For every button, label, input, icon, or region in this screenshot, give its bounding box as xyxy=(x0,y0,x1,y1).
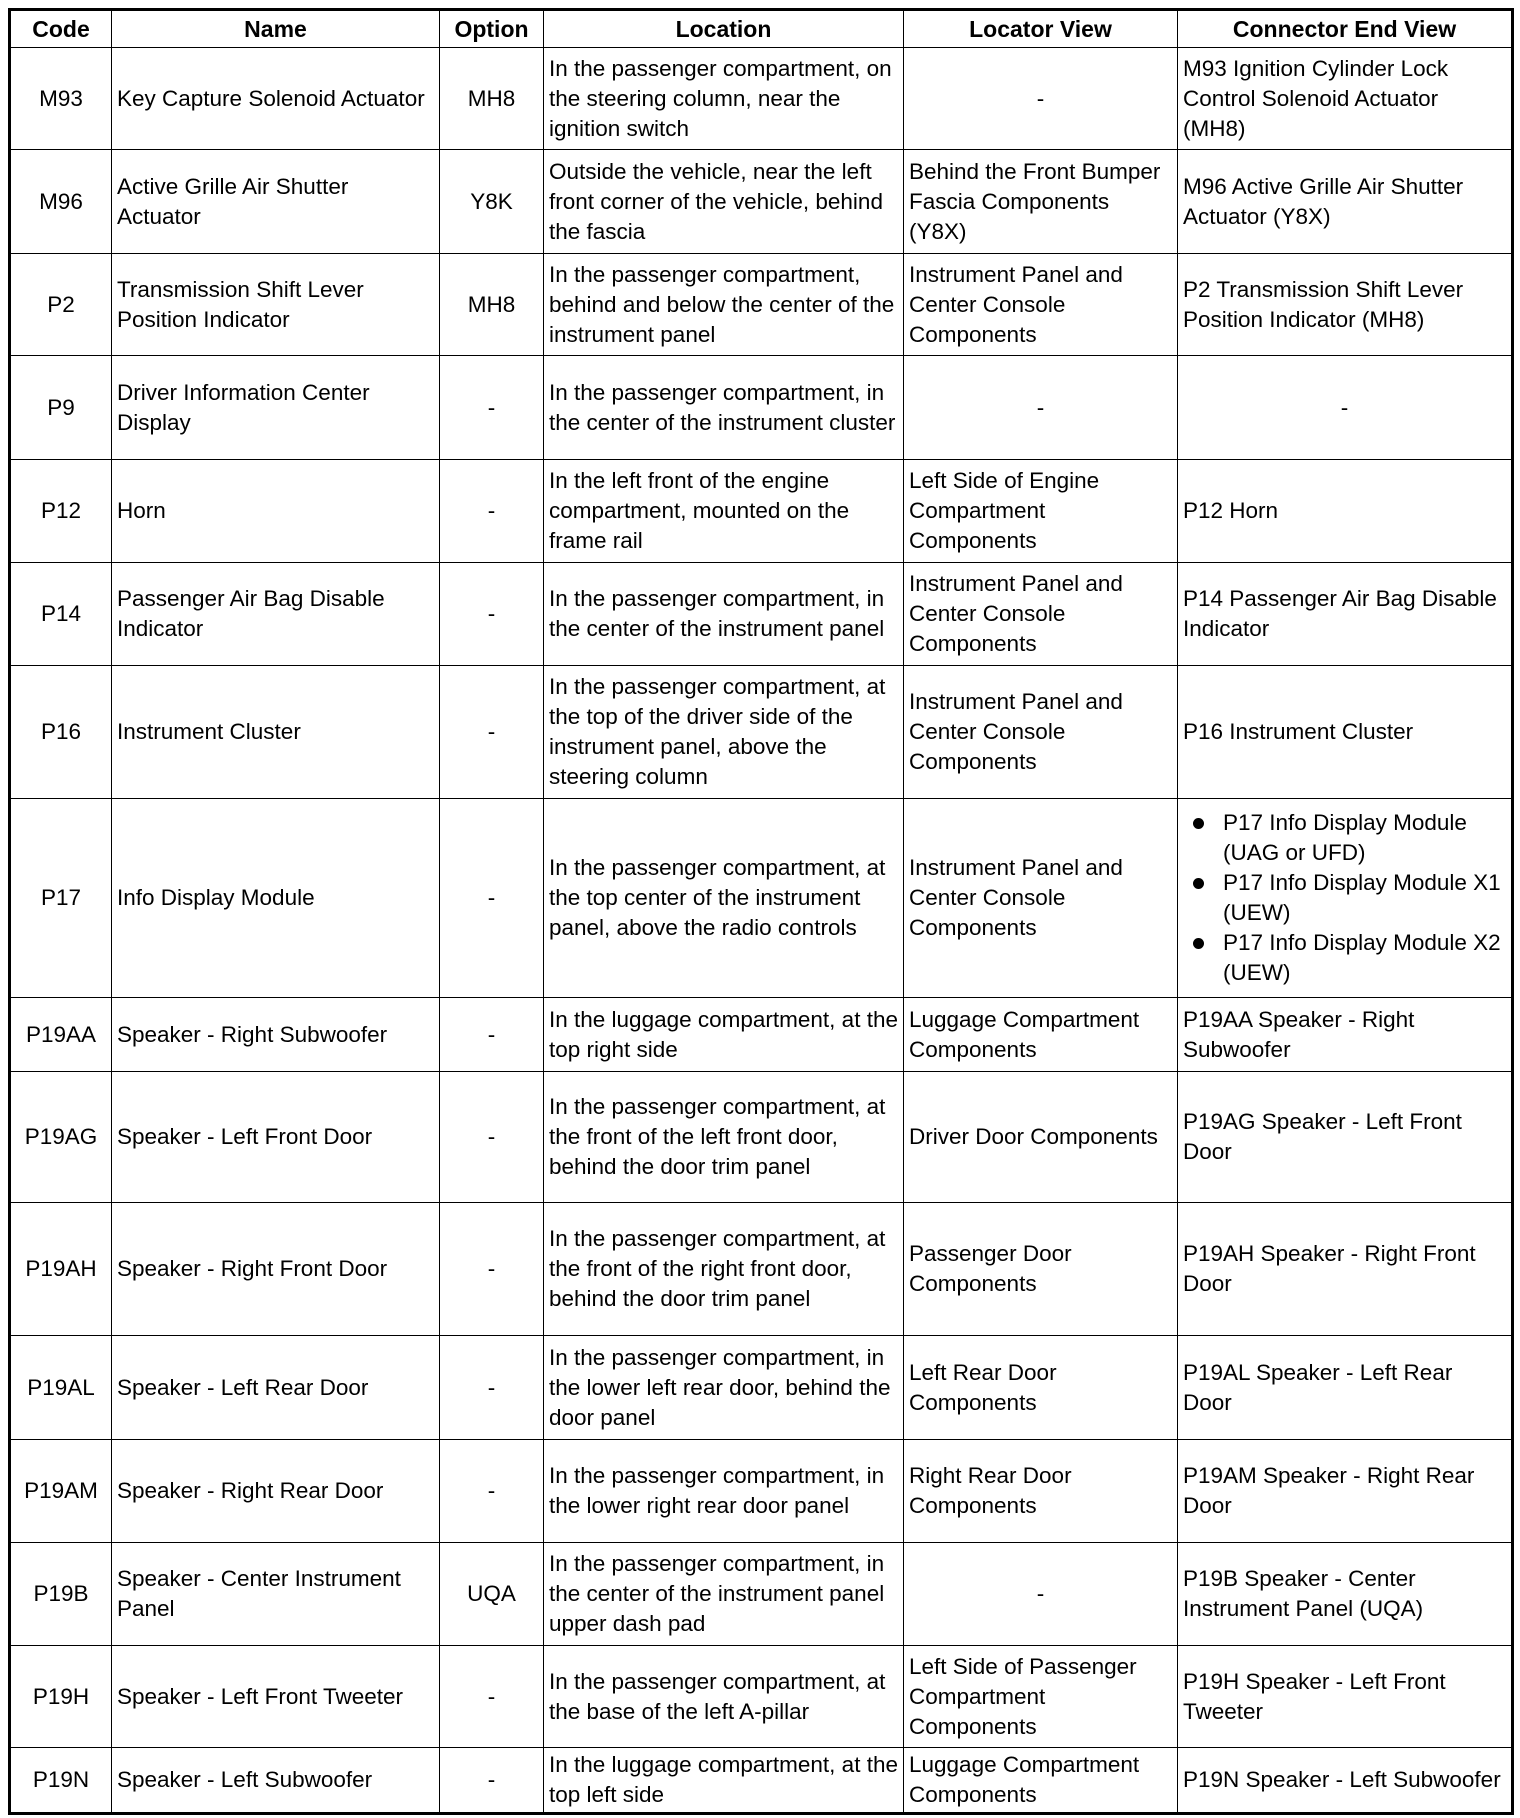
code-cell: P17 xyxy=(10,799,112,998)
locator-view-cell: Instrument Panel and Center Console Components xyxy=(904,254,1178,356)
location-cell: In the passenger compartment, in the center of the instrument panel upper dash pad xyxy=(544,1543,904,1646)
locator-view-cell: Left Rear Door Components xyxy=(904,1336,1178,1440)
code-cell: P19H xyxy=(10,1646,112,1748)
option-cell: - xyxy=(440,460,544,563)
location-cell: In the passenger compartment, in the center of the instrument panel xyxy=(544,563,904,666)
locator-view-cell: Luggage Compartment Components xyxy=(904,1748,1178,1814)
name-cell: Instrument Cluster xyxy=(112,666,440,799)
option-cell: - xyxy=(440,1203,544,1336)
connector-end-view-cell: M96 Active Grille Air Shutter Actuator (Y8X) xyxy=(1178,150,1513,254)
table-row xyxy=(10,1543,1513,1646)
locator-view-cell: Passenger Door Components xyxy=(904,1203,1178,1336)
connector-end-view-cell xyxy=(1178,799,1513,998)
connector-end-view-cell: P19N Speaker - Left Subwoofer xyxy=(1178,1748,1513,1814)
name-cell: Driver Information Center Display xyxy=(112,356,440,460)
header-connector-end-view: Connector End View xyxy=(1178,10,1513,48)
name-cell: Speaker - Left Front Door xyxy=(112,1072,440,1203)
connector-list-item: P17 Info Display Module X2 (UEW) xyxy=(1223,928,1506,988)
connector-end-view-cell: P19AM Speaker - Right Rear Door xyxy=(1178,1440,1513,1543)
code-cell: P19AH xyxy=(10,1203,112,1336)
header-option: Option xyxy=(440,10,544,48)
connector-list xyxy=(1183,808,1506,988)
code-cell: M96 xyxy=(10,150,112,254)
table-row xyxy=(10,1072,1513,1203)
code-cell: P14 xyxy=(10,563,112,666)
code-cell: P12 xyxy=(10,460,112,563)
table-row xyxy=(10,460,1513,563)
option-cell: - xyxy=(440,1646,544,1748)
table-row xyxy=(10,1748,1513,1814)
header-locator-view: Locator View xyxy=(904,10,1178,48)
table-row xyxy=(10,48,1513,150)
connector-end-view-cell: P19AA Speaker - Right Subwoofer xyxy=(1178,998,1513,1072)
name-cell: Active Grille Air Shutter Actuator xyxy=(112,150,440,254)
option-cell: - xyxy=(440,356,544,460)
location-cell: In the passenger compartment, on the steering column, near the ignition switch xyxy=(544,48,904,150)
code-cell: P9 xyxy=(10,356,112,460)
locator-view-cell: - xyxy=(904,356,1178,460)
location-cell: In the passenger compartment, at the base of the left A-pillar xyxy=(544,1646,904,1748)
location-cell: In the luggage compartment, at the top left side xyxy=(544,1748,904,1814)
locator-view-cell: Instrument Panel and Center Console Components xyxy=(904,666,1178,799)
locator-view-cell: Behind the Front Bumper Fascia Components (Y8X) xyxy=(904,150,1178,254)
option-cell: - xyxy=(440,1336,544,1440)
code-cell: P19AM xyxy=(10,1440,112,1543)
locator-view-cell: Left Side of Passenger Compartment Components xyxy=(904,1646,1178,1748)
locator-view-cell: Driver Door Components xyxy=(904,1072,1178,1203)
option-cell: Y8K xyxy=(440,150,544,254)
option-cell: - xyxy=(440,998,544,1072)
location-cell: In the passenger compartment, in the center of the instrument cluster xyxy=(544,356,904,460)
code-cell: P19AA xyxy=(10,998,112,1072)
table-row xyxy=(10,666,1513,799)
connector-end-view-cell: P14 Passenger Air Bag Disable Indicator xyxy=(1178,563,1513,666)
option-cell: - xyxy=(440,563,544,666)
name-cell: Speaker - Right Subwoofer xyxy=(112,998,440,1072)
locator-view-cell: Instrument Panel and Center Console Components xyxy=(904,563,1178,666)
option-cell: - xyxy=(440,799,544,998)
table-row xyxy=(10,799,1513,998)
table-row xyxy=(10,1336,1513,1440)
locator-view-cell: Left Side of Engine Compartment Components xyxy=(904,460,1178,563)
name-cell: Speaker - Right Front Door xyxy=(112,1203,440,1336)
option-cell: - xyxy=(440,1072,544,1203)
table-row xyxy=(10,1203,1513,1336)
code-cell: P16 xyxy=(10,666,112,799)
location-cell: In the luggage compartment, at the top right side xyxy=(544,998,904,1072)
component-table xyxy=(8,8,1514,1815)
connector-end-view-cell: P12 Horn xyxy=(1178,460,1513,563)
connector-end-view-cell: M93 Ignition Cylinder Lock Control Solenoid Actuator (MH8) xyxy=(1178,48,1513,150)
name-cell: Speaker - Left Subwoofer xyxy=(112,1748,440,1814)
code-cell: P19AL xyxy=(10,1336,112,1440)
code-cell: P19B xyxy=(10,1543,112,1646)
header-row xyxy=(10,10,1513,48)
name-cell: Passenger Air Bag Disable Indicator xyxy=(112,563,440,666)
name-cell: Key Capture Solenoid Actuator xyxy=(112,48,440,150)
header-code: Code xyxy=(10,10,112,48)
location-cell: In the passenger compartment, at the front of the right front door, behind the door trim panel xyxy=(544,1203,904,1336)
locator-view-cell: Instrument Panel and Center Console Components xyxy=(904,799,1178,998)
option-cell: MH8 xyxy=(440,48,544,150)
locator-view-cell: Luggage Compartment Components xyxy=(904,998,1178,1072)
connector-list-item: P17 Info Display Module (UAG or UFD) xyxy=(1223,808,1506,868)
connector-end-view-cell: P19AG Speaker - Left Front Door xyxy=(1178,1072,1513,1203)
name-cell: Horn xyxy=(112,460,440,563)
table-row xyxy=(10,356,1513,460)
location-cell: In the passenger compartment, at the front of the left front door, behind the door trim panel xyxy=(544,1072,904,1203)
table-row xyxy=(10,998,1513,1072)
name-cell: Transmission Shift Lever Position Indicator xyxy=(112,254,440,356)
location-cell: In the passenger compartment, in the lower left rear door, behind the door panel xyxy=(544,1336,904,1440)
location-cell: Outside the vehicle, near the left front corner of the vehicle, behind the fascia xyxy=(544,150,904,254)
option-cell: - xyxy=(440,1440,544,1543)
location-cell: In the passenger compartment, behind and below the center of the instrument panel xyxy=(544,254,904,356)
option-cell: - xyxy=(440,1748,544,1814)
location-cell: In the passenger compartment, in the lower right rear door panel xyxy=(544,1440,904,1543)
connector-end-view-cell: P2 Transmission Shift Lever Position Indicator (MH8) xyxy=(1178,254,1513,356)
location-cell: In the passenger compartment, at the top of the driver side of the instrument panel, above the steering column xyxy=(544,666,904,799)
connector-list-item: P17 Info Display Module X1 (UEW) xyxy=(1223,868,1506,928)
locator-view-cell: - xyxy=(904,48,1178,150)
name-cell: Speaker - Left Rear Door xyxy=(112,1336,440,1440)
header-location: Location xyxy=(544,10,904,48)
location-cell: In the passenger compartment, at the top center of the instrument panel, above the radio controls xyxy=(544,799,904,998)
header-name: Name xyxy=(112,10,440,48)
code-cell: M93 xyxy=(10,48,112,150)
name-cell: Speaker - Center Instrument Panel xyxy=(112,1543,440,1646)
code-cell: P19AG xyxy=(10,1072,112,1203)
table-row xyxy=(10,1646,1513,1748)
connector-end-view-cell: P19H Speaker - Left Front Tweeter xyxy=(1178,1646,1513,1748)
option-cell: UQA xyxy=(440,1543,544,1646)
location-cell: In the left front of the engine compartment, mounted on the frame rail xyxy=(544,460,904,563)
name-cell: Speaker - Right Rear Door xyxy=(112,1440,440,1543)
table-row xyxy=(10,254,1513,356)
locator-view-cell: Right Rear Door Components xyxy=(904,1440,1178,1543)
table-row xyxy=(10,150,1513,254)
connector-end-view-cell: P19AL Speaker - Left Rear Door xyxy=(1178,1336,1513,1440)
table-row xyxy=(10,563,1513,666)
name-cell: Speaker - Left Front Tweeter xyxy=(112,1646,440,1748)
option-cell: - xyxy=(440,666,544,799)
connector-end-view-cell: P19B Speaker - Center Instrument Panel (UQA) xyxy=(1178,1543,1513,1646)
name-cell: Info Display Module xyxy=(112,799,440,998)
code-cell: P19N xyxy=(10,1748,112,1814)
table-row xyxy=(10,1440,1513,1543)
locator-view-cell: - xyxy=(904,1543,1178,1646)
connector-end-view-cell: P16 Instrument Cluster xyxy=(1178,666,1513,799)
option-cell: MH8 xyxy=(440,254,544,356)
code-cell: P2 xyxy=(10,254,112,356)
connector-end-view-cell: - xyxy=(1178,356,1513,460)
connector-end-view-cell: P19AH Speaker - Right Front Door xyxy=(1178,1203,1513,1336)
